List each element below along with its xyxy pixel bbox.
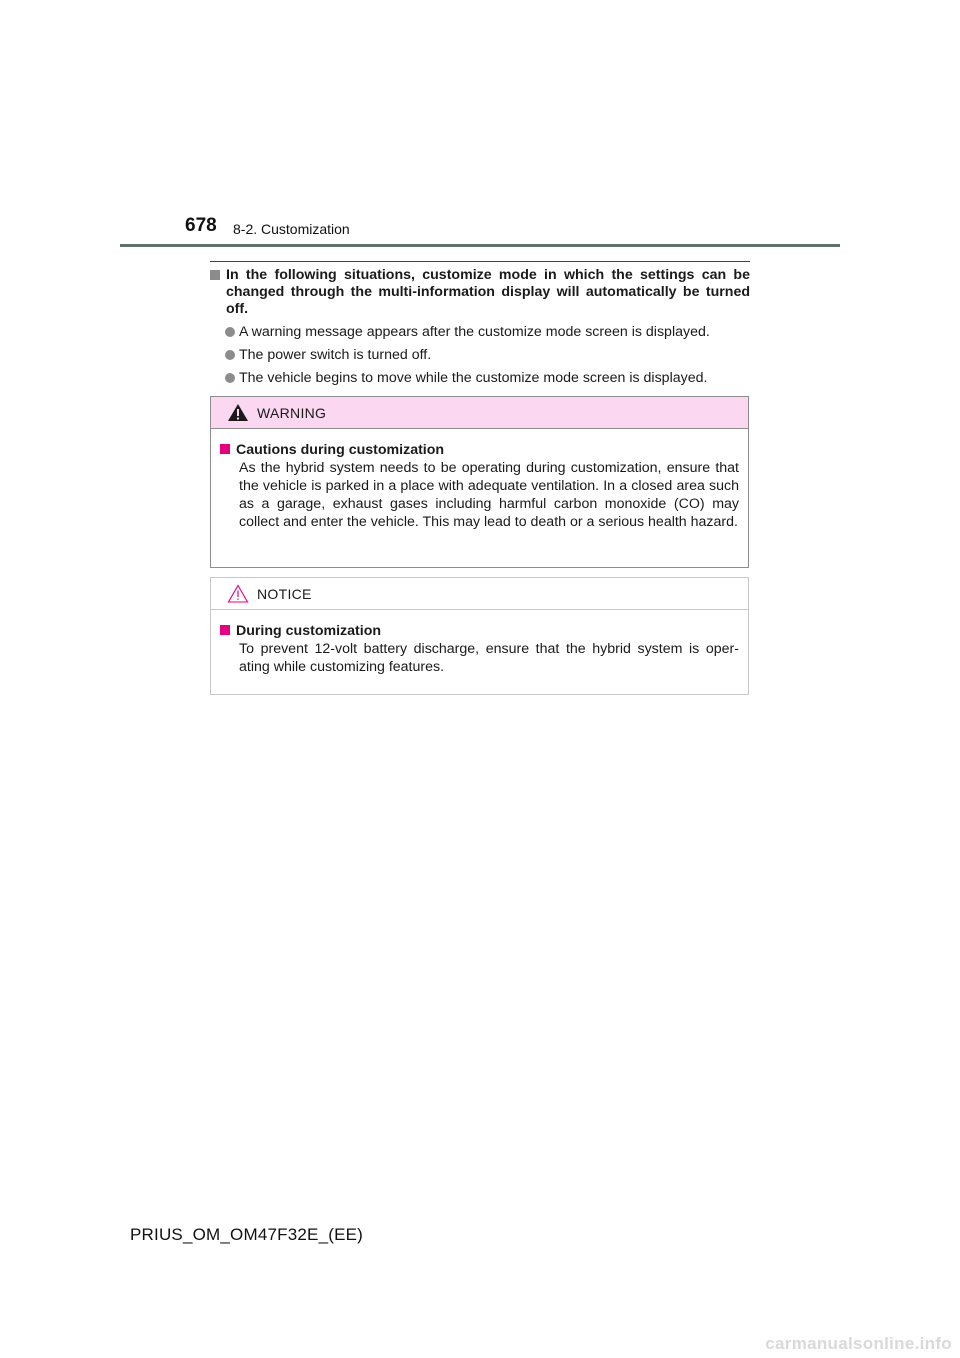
list-item	[225, 370, 750, 387]
main-content	[210, 267, 750, 393]
warning-label: WARNING	[257, 404, 327, 421]
content-top-rule	[210, 261, 750, 262]
watermark: carmanualsonline.info	[765, 1334, 952, 1353]
document-code: PRIUS_OM_OM47F32E_(EE)	[130, 1225, 364, 1244]
warning-header	[211, 397, 748, 429]
warning-box	[210, 396, 749, 568]
warning-item-title-text: Cautions during customization	[236, 442, 445, 458]
warning-triangle-icon	[227, 403, 249, 422]
section-heading	[210, 267, 750, 318]
pink-square-bullet-icon	[220, 625, 230, 635]
square-bullet-icon	[210, 270, 220, 280]
circle-bullet-icon	[225, 373, 235, 383]
list-item-text: The vehicle begins to move while the customize mode screen is displayed.	[239, 370, 708, 386]
circle-bullet-icon	[225, 327, 235, 337]
warning-item-text: As the hybrid system needs to be operating during customization, ensure that the vehicle is parked in a place with adequate ventilation. In a closed area such as a garage, exhaust gases including harmful carbon monoxide (CO) may collect and enter the vehicle. This may lead to death or a serious health hazard.	[239, 460, 739, 530]
pink-square-bullet-icon	[220, 444, 230, 454]
section-title: 8-2. Customization	[233, 221, 350, 237]
notice-header	[211, 578, 748, 610]
page-number: 678	[185, 215, 217, 236]
notice-triangle-icon	[227, 584, 249, 603]
warning-body	[211, 429, 748, 531]
notice-item-title-text: During customization	[236, 623, 382, 639]
list-item	[225, 347, 750, 364]
list-item-text: A warning message appears after the customize mode screen is displayed.	[239, 324, 710, 340]
section-heading-text: In the following situations, customize mode in which the settings can be changed through the multi-information display will automatically be turned off.	[226, 267, 750, 317]
circle-bullet-icon	[225, 350, 235, 360]
notice-body	[211, 610, 748, 676]
list-item-text: The power switch is turned off.	[239, 347, 432, 363]
notice-item-title	[220, 622, 739, 640]
header-rule	[120, 244, 840, 247]
notice-label: NOTICE	[257, 585, 312, 602]
list-item	[225, 324, 750, 341]
condition-list	[210, 324, 750, 387]
notice-box	[210, 577, 749, 695]
notice-item-text: To prevent 12-volt battery discharge, ensure that the hybrid system is oper-ating while customizing features.	[239, 641, 739, 675]
warning-item-title	[220, 441, 739, 459]
